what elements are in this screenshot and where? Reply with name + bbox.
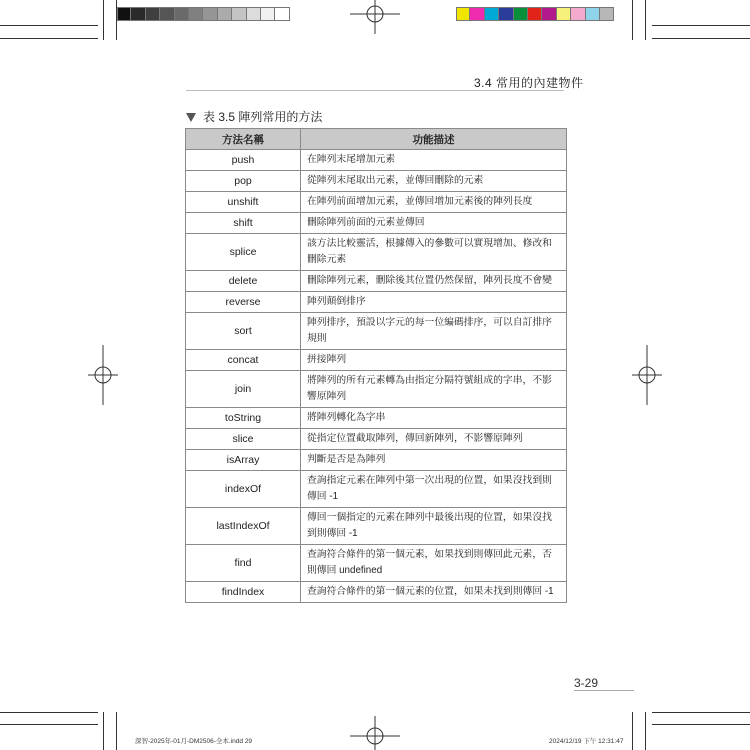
running-header: 3.4 常用的內建物件 [474, 76, 584, 90]
gray-swatch [247, 7, 261, 21]
table-row [186, 271, 567, 292]
methods-table [185, 128, 567, 603]
method-name-cell: indexOf [186, 471, 301, 508]
method-name-cell: push [186, 150, 301, 171]
header-method-name: 方法名稱 [186, 129, 301, 150]
triangle-bullet-icon [186, 113, 196, 122]
table-row [186, 192, 567, 213]
color-swatch [514, 7, 528, 21]
method-description-cell: 從指定位置截取陣列，傳回新陣列，不影響原陣列 [301, 429, 567, 450]
method-description-cell: 將陣列的所有元素轉為由指定分隔符號組成的字串，不影響原陣列 [301, 371, 567, 408]
gray-swatch [175, 7, 189, 21]
method-description-cell: 傳回一個指定的元素在陣列中最後出現的位置，如果沒找到則傳回 -1 [301, 508, 567, 545]
method-name-cell: toString [186, 408, 301, 429]
header-description: 功能描述 [301, 129, 567, 150]
method-name-cell: isArray [186, 450, 301, 471]
method-description-cell: 刪除陣列前面的元素並傳回 [301, 213, 567, 234]
table-row [186, 508, 567, 545]
method-name-cell: concat [186, 350, 301, 371]
table-row [186, 450, 567, 471]
method-description-cell: 查詢符合條件的第一個元素的位置，如果未找到則傳回 -1 [301, 582, 567, 603]
gray-swatch [275, 7, 289, 21]
method-description-cell: 從陣列末尾取出元素，並傳回刪除的元素 [301, 171, 567, 192]
color-swatch [456, 7, 470, 21]
table-row [186, 234, 567, 271]
registration-mark-top [350, 0, 400, 34]
table-row [186, 371, 567, 408]
registration-mark-left [88, 345, 118, 405]
registration-mark-bottom [350, 716, 400, 750]
table-row [186, 150, 567, 171]
gray-swatch [131, 7, 145, 21]
gray-swatch [189, 7, 203, 21]
registration-mark-right [632, 345, 662, 405]
method-description-cell: 陣列排序，預設以字元的每一位編碼排序，可以自訂排序規則 [301, 313, 567, 350]
method-description-cell: 查詢指定元素在陣列中第一次出現的位置，如果沒找到則傳回 -1 [301, 471, 567, 508]
method-description-cell: 在陣列末尾增加元素 [301, 150, 567, 171]
table-row [186, 429, 567, 450]
page-number-rule [574, 690, 634, 691]
method-name-cell: splice [186, 234, 301, 271]
table-caption-text: 表 3.5 陣列常用的方法 [203, 110, 323, 124]
color-swatch [528, 7, 542, 21]
method-description-cell: 該方法比較靈活，根據傳入的參數可以實現增加、修改和刪除元素 [301, 234, 567, 271]
slug-timestamp: 2024/12/19 下午 12:31:47 [549, 738, 624, 745]
method-name-cell: delete [186, 271, 301, 292]
table-header-row [186, 129, 567, 150]
method-name-cell: reverse [186, 292, 301, 313]
color-swatch [586, 7, 600, 21]
gray-swatch [117, 7, 131, 21]
color-swatch [557, 7, 571, 21]
table-row [186, 213, 567, 234]
method-name-cell: unshift [186, 192, 301, 213]
color-swatch [470, 7, 484, 21]
table-row [186, 545, 567, 582]
gray-color-bar [117, 7, 290, 21]
table-row [186, 292, 567, 313]
method-name-cell: lastIndexOf [186, 508, 301, 545]
method-description-cell: 判斷是否是為陣列 [301, 450, 567, 471]
gray-swatch [146, 7, 160, 21]
table-row [186, 313, 567, 350]
method-name-cell: sort [186, 313, 301, 350]
method-name-cell: find [186, 545, 301, 582]
gray-swatch [203, 7, 217, 21]
method-description-cell: 將陣列轉化為字串 [301, 408, 567, 429]
color-swatch [499, 7, 513, 21]
method-description-cell: 在陣列前面增加元素，並傳回增加元素後的陣列長度 [301, 192, 567, 213]
gray-swatch [218, 7, 232, 21]
page-number: 3-29 [574, 676, 599, 690]
method-description-cell: 查詢符合條件的第一個元素，如果找到則傳回此元素，否則傳回 undefined [301, 545, 567, 582]
slug-file-info: 深智-2025年-01月-DM2506-全本.indd 29 [135, 738, 253, 745]
color-swatch [600, 7, 614, 21]
gray-swatch [232, 7, 246, 21]
gray-swatch [261, 7, 275, 21]
method-description-cell: 刪除陣列元素，刪除後其位置仍然保留，陣列長度不會變 [301, 271, 567, 292]
table-caption [186, 108, 322, 125]
color-swatch [485, 7, 499, 21]
table-row [186, 171, 567, 192]
color-swatch [571, 7, 585, 21]
table-row [186, 471, 567, 508]
color-swatch [542, 7, 556, 21]
method-description-cell: 拼接陣列 [301, 350, 567, 371]
method-name-cell: join [186, 371, 301, 408]
gray-swatch [160, 7, 174, 21]
method-name-cell: findIndex [186, 582, 301, 603]
method-name-cell: slice [186, 429, 301, 450]
process-color-bar [456, 7, 614, 21]
table-row [186, 582, 567, 603]
header-rule [186, 90, 564, 91]
method-description-cell: 陣列顛倒排序 [301, 292, 567, 313]
method-name-cell: shift [186, 213, 301, 234]
method-name-cell: pop [186, 171, 301, 192]
table-row [186, 350, 567, 371]
table-row [186, 408, 567, 429]
